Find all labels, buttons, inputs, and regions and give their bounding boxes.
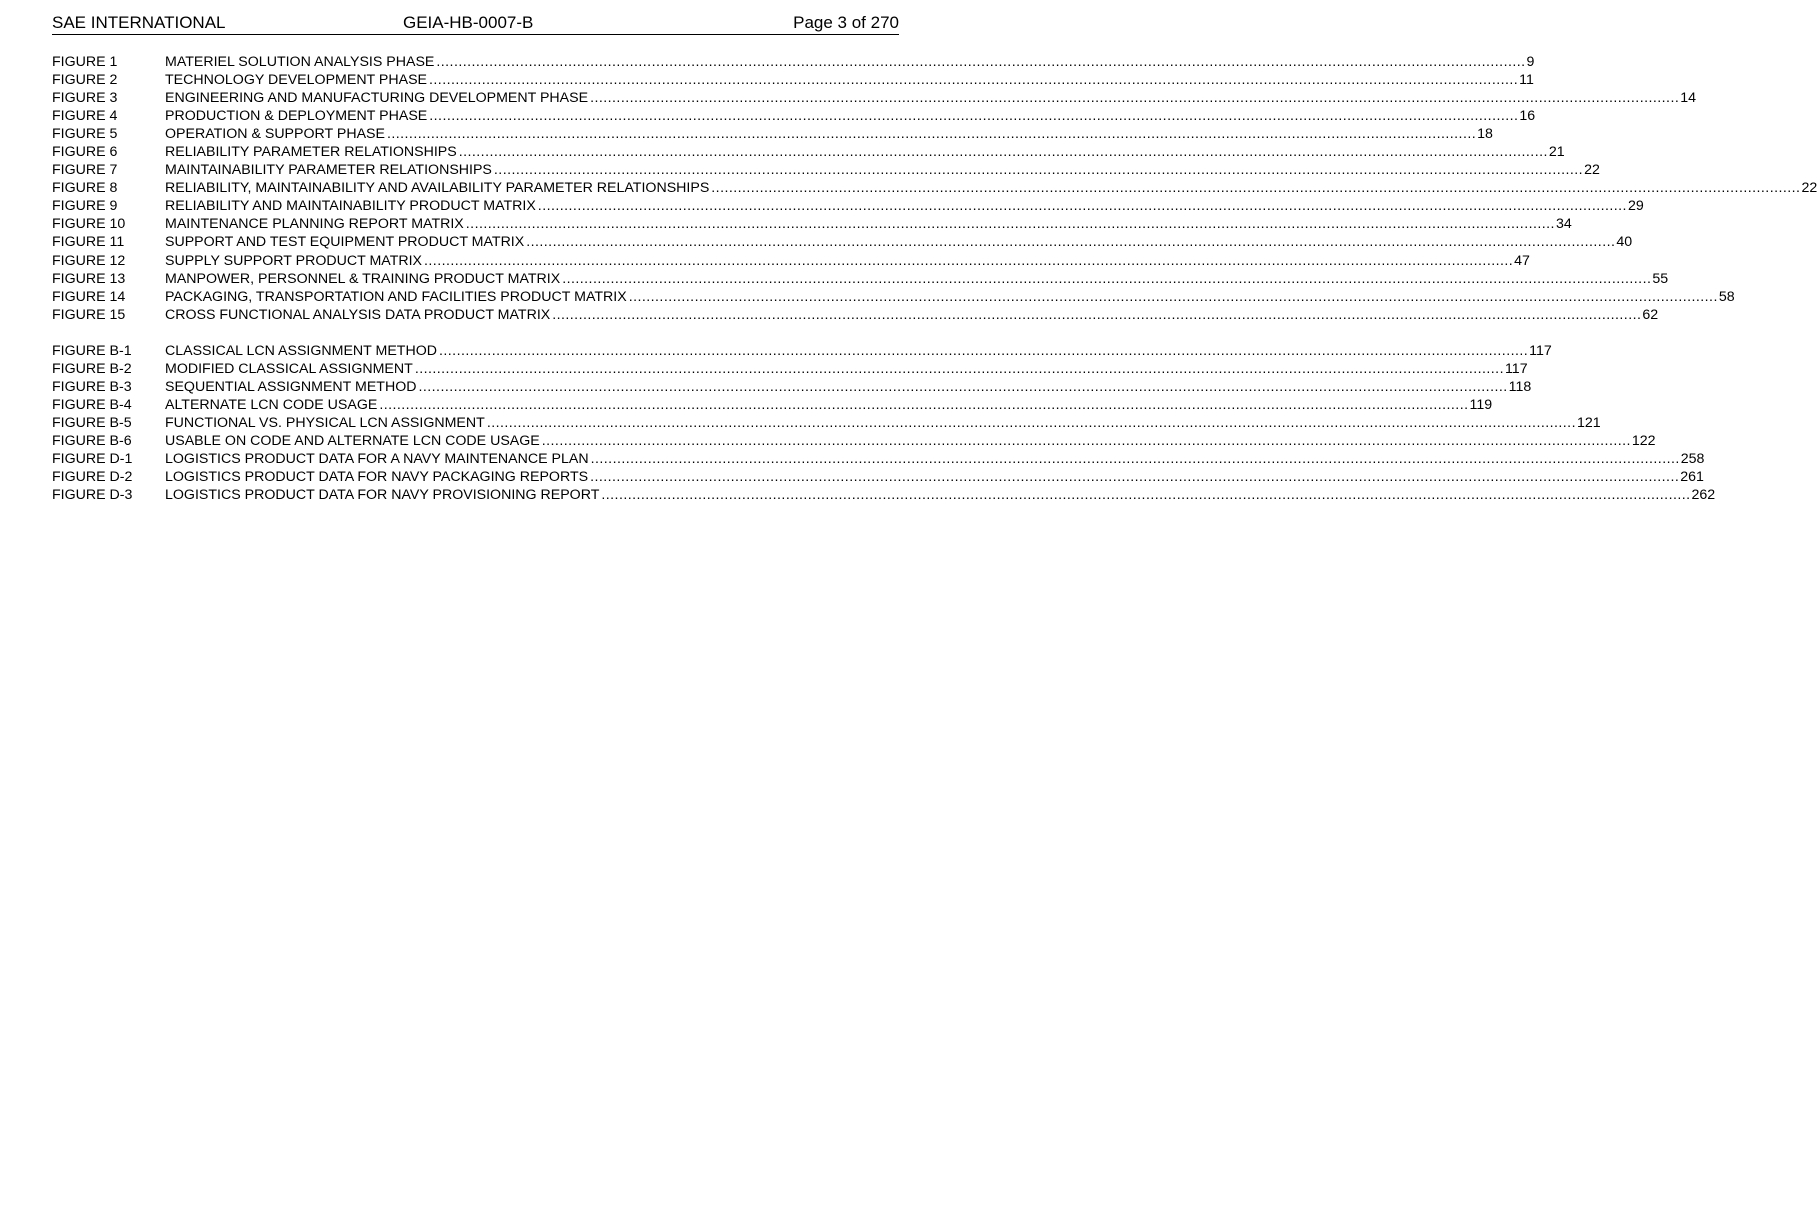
figure-page-number: 34 (1555, 216, 1572, 233)
figure-page-number: 40 (1616, 234, 1633, 251)
toc-entry[interactable] (52, 161, 1600, 179)
figure-number: FIGURE B-6 (52, 433, 132, 450)
figure-number: FIGURE 15 (52, 306, 126, 323)
toc-entry[interactable] (52, 252, 1530, 270)
figure-number: FIGURE 12 (52, 252, 126, 269)
figure-title: LOGISTICS PRODUCT DATA FOR NAVY PROVISIONING REPORT (165, 487, 600, 504)
figure-number: FIGURE 3 (52, 90, 118, 107)
toc-entry[interactable] (52, 360, 1528, 378)
figure-title: SUPPLY SUPPORT PRODUCT MATRIX (165, 252, 423, 269)
toc-entry[interactable] (52, 89, 1697, 107)
toc-entry[interactable] (52, 468, 1704, 486)
dot-leader (627, 288, 1719, 306)
dot-leader (434, 53, 1526, 71)
figure-page-number: 29 (1627, 198, 1644, 215)
figure-title: CLASSICAL LCN ASSIGNMENT METHOD (165, 343, 437, 359)
toc-entry[interactable] (52, 53, 1535, 71)
figure-page-number: 11 (1519, 72, 1534, 89)
toc-entry[interactable] (52, 233, 1633, 251)
dot-leader (413, 360, 1505, 378)
figure-number: FIGURE 7 (52, 162, 118, 179)
dot-leader (709, 179, 1801, 197)
figure-page-number: 22 (1584, 162, 1600, 179)
figure-title: TECHNOLOGY DEVELOPMENT PHASE (165, 72, 428, 89)
figure-number: FIGURE 10 (52, 216, 126, 233)
figure-title: ALTERNATE LCN CODE USAGE (165, 397, 378, 414)
figure-title: LOGISTICS PRODUCT DATA FOR A NAVY MAINTENANCE PLAN (165, 451, 589, 468)
figure-page-number: 9 (1526, 54, 1535, 70)
page-header (52, 12, 899, 35)
figure-title: SEQUENTIAL ASSIGNMENT METHOD (165, 379, 417, 396)
dot-leader (599, 486, 1691, 504)
organization-name: SAE INTERNATIONAL (52, 13, 226, 32)
figure-number: FIGURE D-3 (52, 487, 133, 504)
dot-leader (492, 161, 1584, 179)
toc-entry[interactable] (52, 107, 1536, 125)
toc-entry[interactable] (52, 378, 1532, 396)
list-of-appendix-figures (52, 342, 1716, 504)
page-number: Page 3 of 270 (793, 13, 899, 32)
figure-number: FIGURE B-3 (52, 379, 132, 396)
figure-page-number: 121 (1576, 415, 1601, 432)
toc-entry[interactable] (52, 288, 1735, 306)
toc-entry[interactable] (52, 270, 1669, 288)
dot-leader (377, 396, 1469, 414)
toc-entry[interactable] (52, 414, 1601, 432)
figure-number: FIGURE B-1 (52, 343, 132, 359)
dot-leader (588, 468, 1680, 486)
figure-number: FIGURE 9 (52, 198, 118, 215)
figure-number: FIGURE 14 (52, 288, 126, 305)
figure-title: MAINTAINABILITY PARAMETER RELATIONSHIPS (165, 162, 492, 179)
figure-title: RELIABILITY PARAMETER RELATIONSHIPS (165, 144, 457, 161)
figure-page-number: 16 (1519, 108, 1536, 125)
figure-number: FIGURE 6 (52, 144, 118, 161)
figure-number: FIGURE B-2 (52, 361, 132, 378)
figure-number: FIGURE 11 (52, 234, 125, 251)
figure-title: FUNCTIONAL VS. PHYSICAL LCN ASSIGNMENT (165, 415, 485, 432)
toc-entry[interactable] (52, 179, 1817, 197)
figure-page-number: 261 (1680, 469, 1704, 486)
figure-title: MANPOWER, PERSONNEL & TRAINING PRODUCT MATRIX (165, 270, 561, 287)
figure-title: MATERIEL SOLUTION ANALYSIS PHASE (165, 54, 435, 70)
list-of-figures (52, 53, 1817, 324)
figure-page-number: 117 (1529, 343, 1552, 359)
dot-leader (588, 89, 1680, 107)
dot-leader (485, 414, 1577, 432)
figure-number: FIGURE D-1 (52, 451, 133, 468)
figure-page-number: 62 (1642, 306, 1659, 323)
figure-title: SUPPORT AND TEST EQUIPMENT PRODUCT MATRIX (165, 234, 525, 251)
toc-entry[interactable] (52, 306, 1659, 324)
toc-entry[interactable] (52, 215, 1572, 233)
figure-title: RELIABILITY AND MAINTAINABILITY PRODUCT MATRIX (165, 198, 536, 215)
figure-page-number: 119 (1469, 397, 1493, 414)
figure-title: USABLE ON CODE AND ALTERNATE LCN CODE USAGE (165, 433, 540, 450)
toc-entry[interactable] (52, 432, 1656, 450)
figure-title: PACKAGING, TRANSPORTATION AND FACILITIES PRODUCT MATRIX (165, 288, 627, 305)
toc-entry[interactable] (52, 143, 1565, 161)
dot-leader (427, 71, 1519, 89)
dot-leader (550, 306, 1642, 324)
dot-leader (540, 432, 1632, 450)
dot-leader (437, 342, 1529, 360)
toc-entry[interactable] (52, 486, 1716, 504)
figure-title: OPERATION & SUPPORT PHASE (165, 126, 385, 143)
figure-number: FIGURE 2 (52, 72, 118, 89)
figure-page-number: 122 (1631, 433, 1656, 450)
toc-entry[interactable] (52, 342, 1552, 360)
toc-entry[interactable] (52, 71, 1534, 89)
figure-page-number: 55 (1652, 270, 1669, 287)
toc-entry[interactable] (52, 125, 1493, 143)
figure-number: FIGURE 4 (52, 108, 118, 125)
dot-leader (427, 107, 1519, 125)
figure-number: FIGURE 1 (52, 54, 118, 70)
figure-number: FIGURE 5 (52, 126, 118, 143)
figure-title: ENGINEERING AND MANUFACTURING DEVELOPMENT PHASE (165, 90, 589, 107)
dot-leader (589, 450, 1681, 468)
figure-title: RELIABILITY, MAINTAINABILITY AND AVAILABILITY PARAMETER RELATIONSHIPS (165, 180, 710, 197)
figure-page-number: 262 (1691, 487, 1716, 504)
dot-leader (416, 378, 1508, 396)
dot-leader (560, 270, 1652, 288)
figure-title: LOGISTICS PRODUCT DATA FOR NAVY PACKAGING REPORTS (165, 469, 589, 486)
figure-page-number: 22 (1801, 180, 1817, 197)
toc-entry[interactable] (52, 396, 1493, 414)
figure-number: FIGURE B-4 (52, 397, 132, 414)
figure-page-number: 117 (1504, 361, 1528, 378)
figure-title: CROSS FUNCTIONAL ANALYSIS DATA PRODUCT MATRIX (165, 306, 551, 323)
dot-leader (524, 233, 1616, 251)
document-id: GEIA-HB-0007-B (403, 13, 534, 32)
figure-page-number: 18 (1477, 126, 1493, 143)
dot-leader (422, 252, 1514, 270)
dot-leader (464, 215, 1556, 233)
toc-entry[interactable] (52, 197, 1644, 215)
dot-leader (457, 143, 1549, 161)
figure-page-number: 14 (1680, 90, 1697, 107)
figure-title: PRODUCTION & DEPLOYMENT PHASE (165, 108, 428, 125)
figure-page-number: 47 (1514, 252, 1530, 269)
toc-entry[interactable] (52, 450, 1705, 468)
figure-page-number: 21 (1548, 144, 1565, 161)
figure-number: FIGURE B-5 (52, 415, 132, 432)
dot-leader (536, 197, 1628, 215)
figure-title: MAINTENANCE PLANNING REPORT MATRIX (165, 216, 464, 233)
figure-number: FIGURE D-2 (52, 469, 133, 486)
dot-leader (385, 125, 1477, 143)
figure-title: MODIFIED CLASSICAL ASSIGNMENT (165, 361, 413, 378)
figure-number: FIGURE 13 (52, 270, 126, 287)
figure-number: FIGURE 8 (52, 180, 118, 197)
figure-page-number: 118 (1508, 379, 1532, 396)
figure-page-number: 58 (1718, 288, 1735, 305)
figure-page-number: 258 (1680, 451, 1705, 468)
